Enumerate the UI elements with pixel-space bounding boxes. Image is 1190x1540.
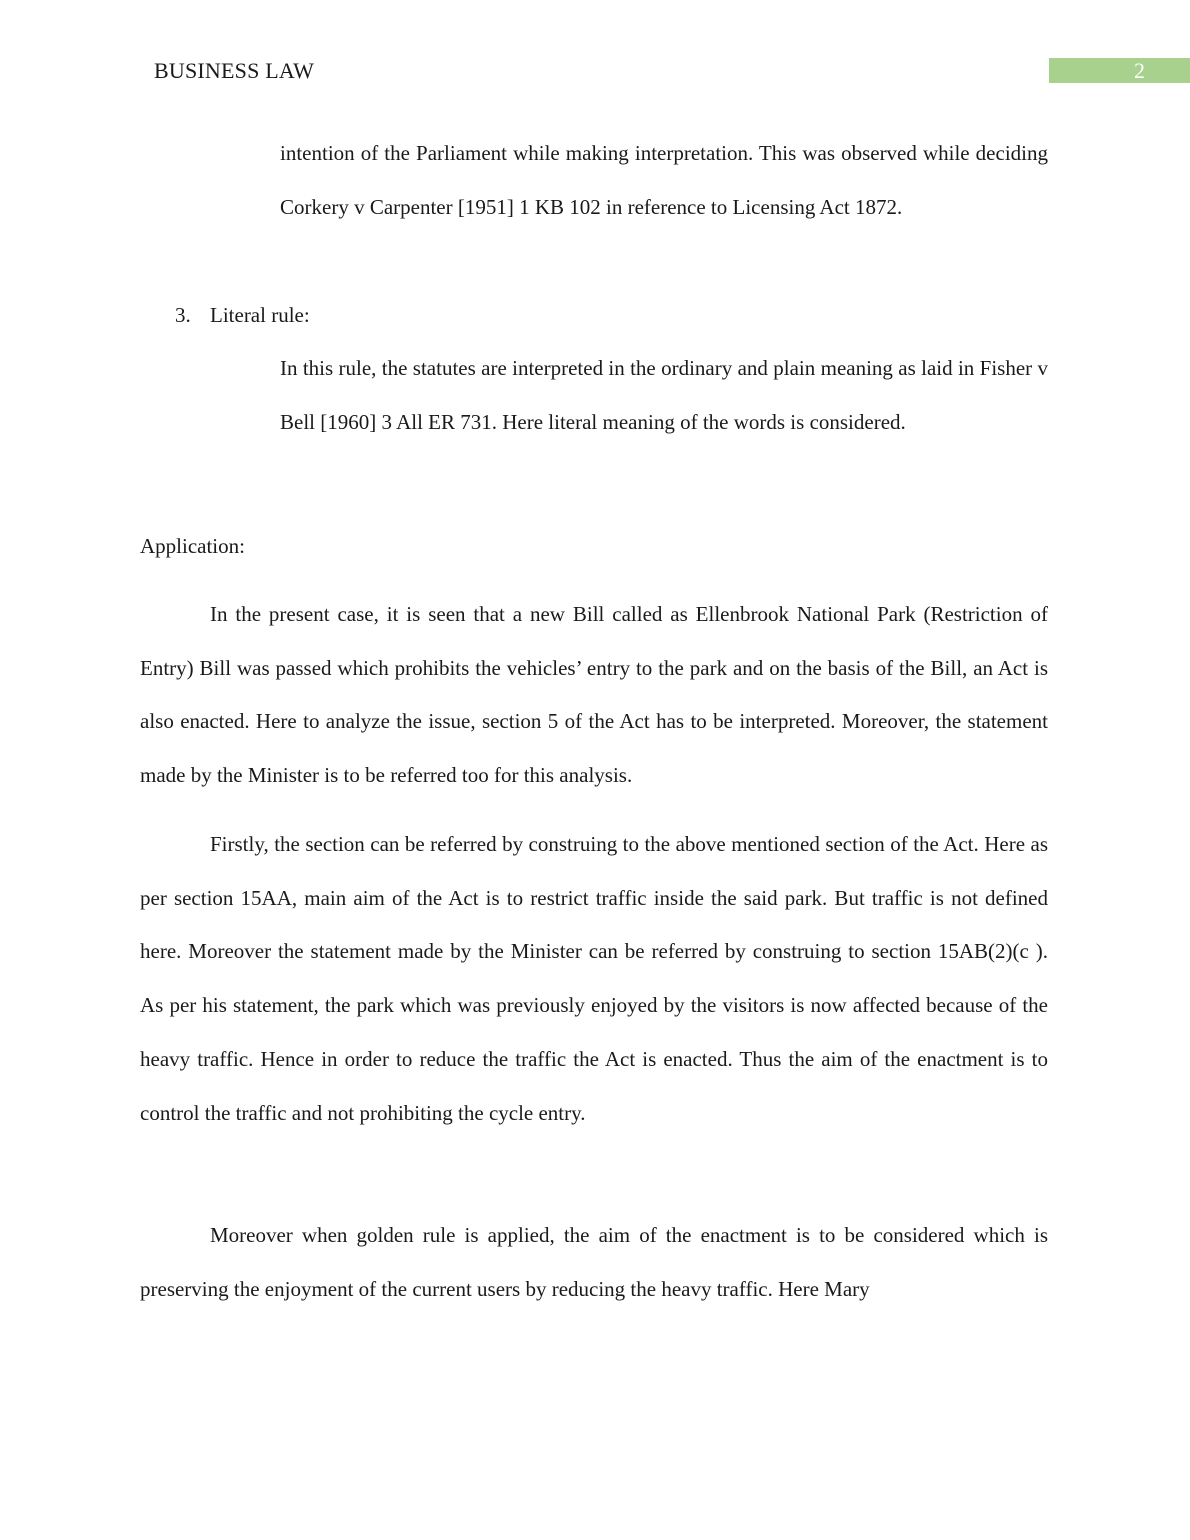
literal-rule-paragraph: In this rule, the statutes are interpreted in the ordinary and plain meaning as laid in Fisher v Bell [1960] 3 All ER 731. Here literal meaning of the words is considered.: [280, 356, 1048, 434]
list-item-label: Literal rule:: [210, 303, 310, 327]
list-item-literal-rule: [175, 289, 310, 343]
body-paragraph-3: Moreover when golden rule is applied, the aim of the enactment is to be considered which is preserving the enjoyment of the current users by reducing the heavy traffic. Here Mary: [140, 1223, 1048, 1301]
page-number-badge: [1049, 58, 1190, 83]
body-paragraph-1: In the present case, it is seen that a new Bill called as Ellenbrook National Park (Restriction of Entry) Bill was passed which prohibits the vehicles’ entry to the park and on the basis of the Bill, an Act is also enacted. Here to analyze the issue, section 5 of the Act has to be interpreted. Moreover, the statement made by the Minister is to be referred too for this analysis.: [140, 602, 1048, 788]
list-item-number: 3.: [175, 303, 191, 327]
body-paragraph-2: Firstly, the section can be referred by construing to the above mentioned section of the Act. Here as per section 15AA, main aim of the Act is to restrict traffic inside the said park. But traffic is not defined here. Moreover the statement made by the Minister can be referred by construing to section 15AB(2)(c ). As per his statement, the park which was previously enjoyed by the visitors is now affected because of the heavy traffic. Hence in order to reduce the traffic the Act is enacted. Thus the aim of the enactment is to control the traffic and not prohibiting the cycle entry.: [140, 832, 1048, 1125]
continuation-paragraph: intention of the Parliament while making interpretation. This was observed while deciding Corkery v Carpenter [1951] 1 KB 102 in reference to Licensing Act 1872.: [280, 141, 1048, 219]
application-heading: Application:: [140, 534, 245, 558]
running-header-title: BUSINESS LAW: [154, 58, 315, 83]
page-number: 2: [1134, 58, 1145, 83]
